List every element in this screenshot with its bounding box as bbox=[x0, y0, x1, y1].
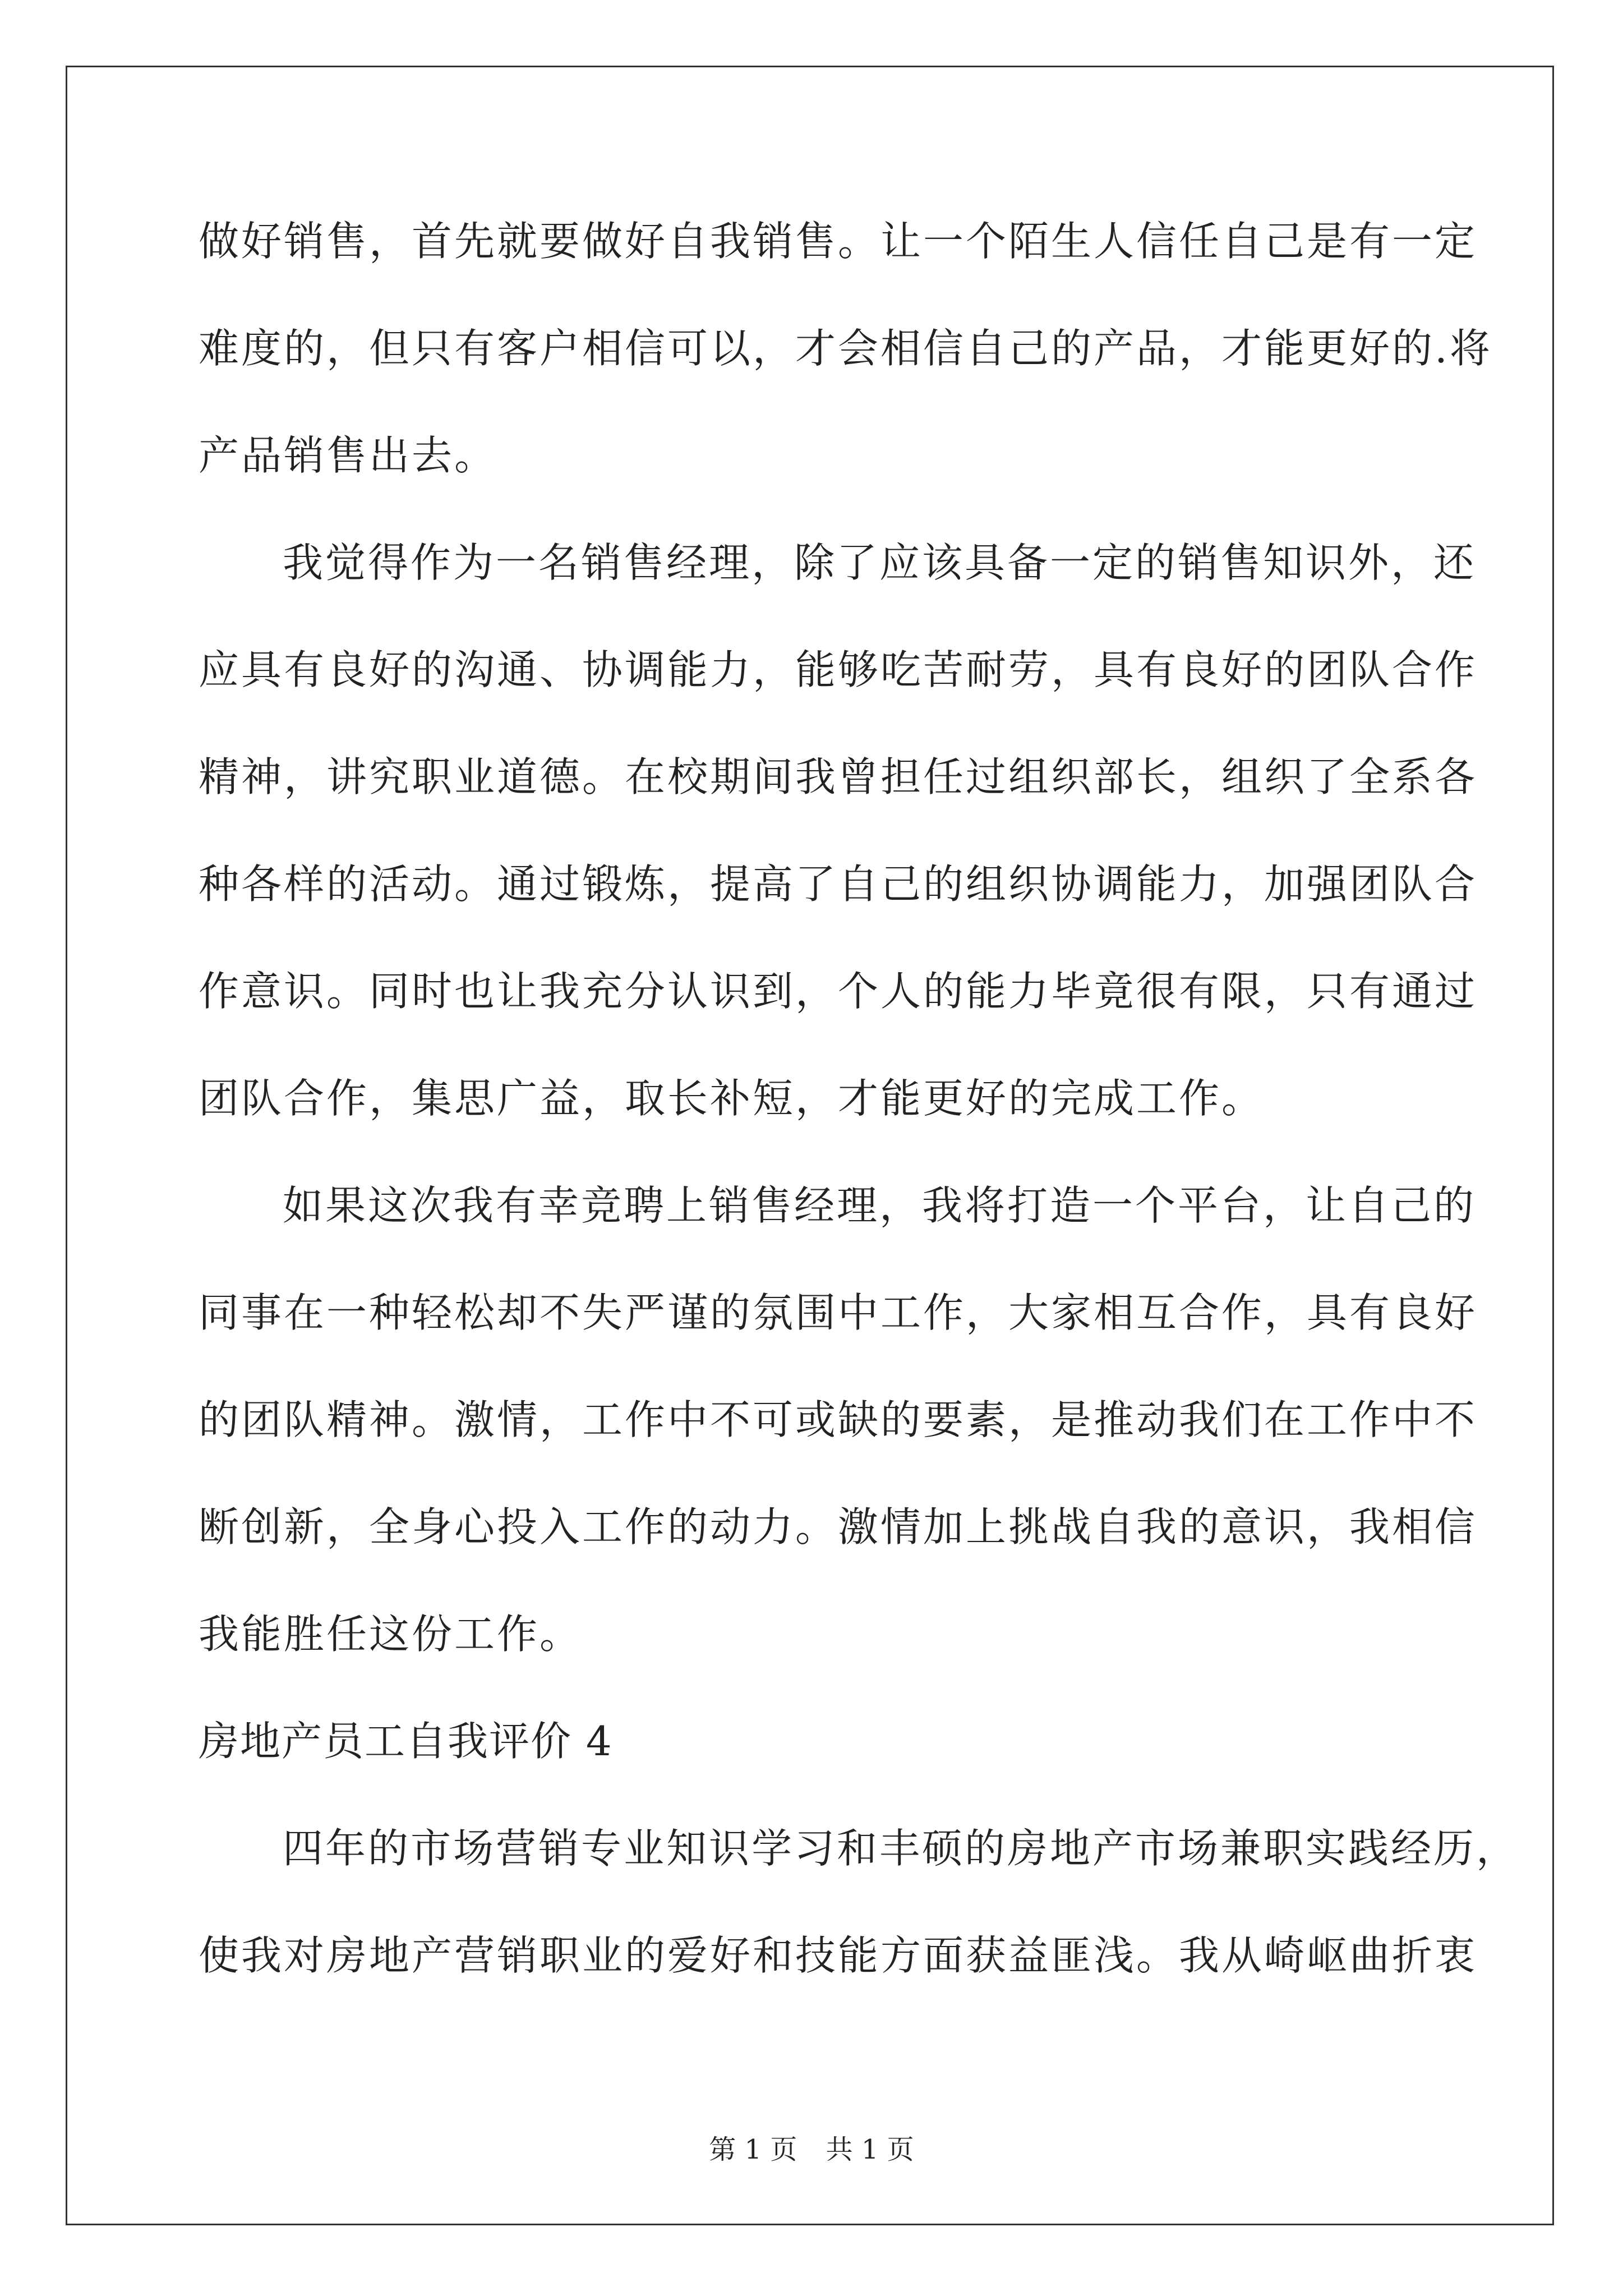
page-footer bbox=[0, 2133, 1623, 2166]
text-line-1: 做好销售，首先就要做好自我销售。让一个陌生人信任自己是有一定 bbox=[199, 218, 1478, 265]
text-line-14: 我能胜任这份工作。 bbox=[199, 1611, 583, 1658]
text-line-2: 难度的，但只有客户相信可以，才会相信自己的产品，才能更好的.将 bbox=[199, 325, 1492, 372]
text-line-5: 应具有良好的沟通、协调能力，能够吃苦耐劳，具有良好的团队合作 bbox=[199, 646, 1478, 693]
page-number: 第 1 页 bbox=[709, 2134, 797, 2165]
text-line-17: 使我对房地产营销职业的爱好和技能方面获益匪浅。我从崎岖曲折衷 bbox=[199, 1932, 1478, 1979]
text-line-8: 作意识。同时也让我充分认识到，个人的能力毕竟很有限，只有通过 bbox=[199, 968, 1478, 1015]
text-line-16: 四年的市场营销专业知识学习和丰硕的房地产市场兼职实践经历， bbox=[283, 1825, 1519, 1872]
text-line-13: 断创新，全身心投入工作的动力。激情加上挑战自我的意识，我相信 bbox=[199, 1503, 1478, 1550]
text-line-3: 产品销售出去。 bbox=[199, 432, 497, 479]
text-line-9: 团队合作，集思广益，取长补短，才能更好的完成工作。 bbox=[199, 1075, 1265, 1122]
text-line-12: 的团队精神。激情，工作中不可或缺的要素，是推动我们在工作中不 bbox=[199, 1396, 1478, 1443]
page-total: 共 1 页 bbox=[826, 2134, 914, 2165]
text-line-11: 同事在一种轻松却不失严谨的氛围中工作，大家相互合作，具有良好 bbox=[199, 1289, 1478, 1336]
text-line-7: 种各样的活动。通过锻炼，提高了自己的组织协调能力，加强团队合 bbox=[199, 861, 1478, 908]
section-heading: 房地产员工自我评价 4 bbox=[199, 1718, 613, 1765]
text-line-10: 如果这次我有幸竞聘上销售经理，我将打造一个平台，让自己的 bbox=[283, 1182, 1477, 1229]
text-line-6: 精神，讲究职业道德。在校期间我曾担任过组织部长，组织了全系各 bbox=[199, 753, 1478, 800]
document-body bbox=[199, 214, 1519, 2036]
text-line-4: 我觉得作为一名销售经理，除了应该具备一定的销售知识外，还 bbox=[283, 539, 1477, 586]
